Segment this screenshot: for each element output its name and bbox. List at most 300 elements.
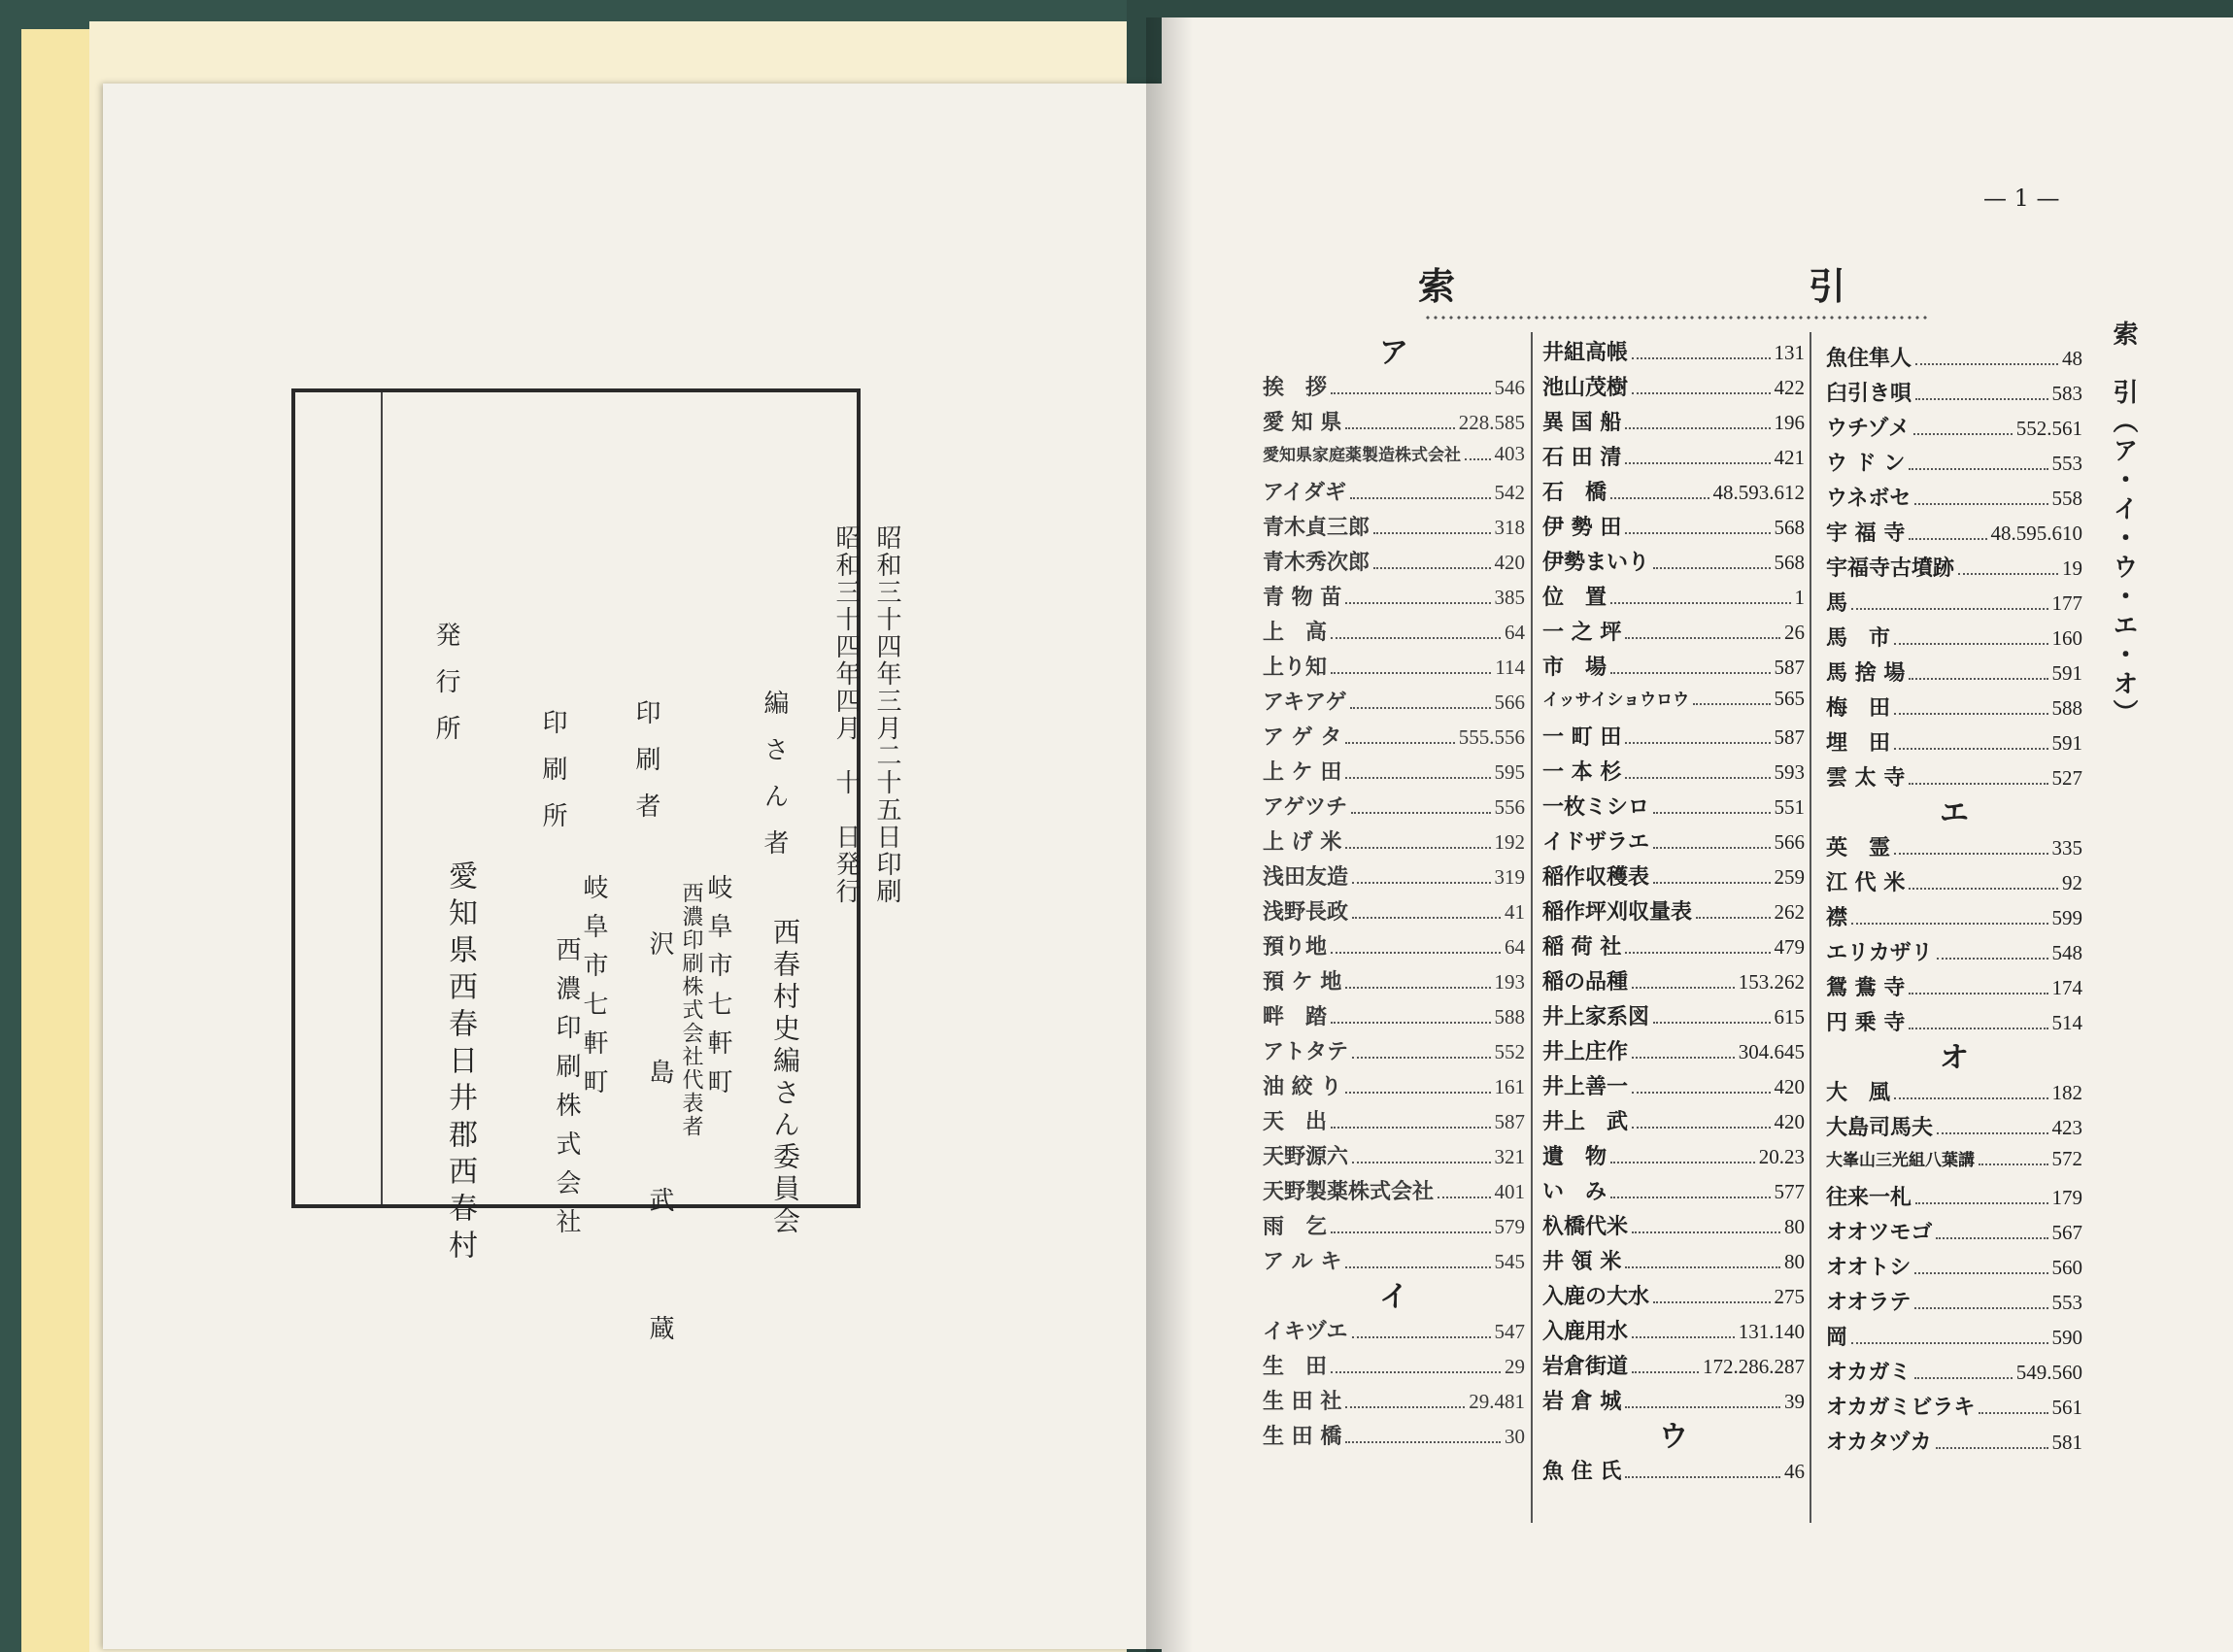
index-entry-page: 599 xyxy=(2051,906,2082,929)
index-entry-page: 80 xyxy=(1784,1250,1805,1273)
leader-dots xyxy=(1345,847,1490,849)
index-entry-page: 321 xyxy=(1494,1145,1525,1168)
index-entry-term: エリカザリ xyxy=(1826,940,1933,965)
colophon-divider xyxy=(381,392,383,1204)
index-entry-term: 挨 拶 xyxy=(1263,375,1328,400)
index-entry-term: 井上 武 xyxy=(1542,1109,1629,1134)
index-entry-page: 172.286.287 xyxy=(1703,1355,1805,1378)
index-entry-term: アゲツチ xyxy=(1263,794,1348,820)
index-entry-term: 天 出 xyxy=(1263,1109,1328,1134)
index-entry-page: 80 xyxy=(1784,1215,1805,1238)
index-entry-term: 井組高帳 xyxy=(1542,340,1629,365)
index-entry-term: 大 風 xyxy=(1826,1080,1891,1105)
index-entry-page: 131.140 xyxy=(1738,1320,1805,1343)
index-entry-page: 262 xyxy=(1774,900,1805,924)
index-entry-page: 131 xyxy=(1774,341,1805,364)
index-column-1 xyxy=(1263,336,1525,1455)
index-entry-page: 39 xyxy=(1784,1390,1805,1413)
index-entry-page: 590 xyxy=(2051,1326,2082,1349)
index-entry xyxy=(1263,895,1525,930)
leader-dots xyxy=(1632,1371,1699,1373)
colophon-printing-office-address: 岐阜市七軒町 xyxy=(579,874,608,1107)
leader-dots xyxy=(1351,812,1490,814)
index-entry xyxy=(1826,342,2082,377)
index-entry-term: 襟 xyxy=(1826,905,1848,930)
index-entry-page: 587 xyxy=(1774,725,1805,749)
leader-dots xyxy=(1914,1307,2047,1309)
leader-dots xyxy=(1696,917,1770,919)
leader-dots xyxy=(1625,1476,1780,1478)
index-column-2 xyxy=(1542,336,1805,1490)
index-entry-page: 335 xyxy=(2051,836,2082,860)
index-entry-page: 581 xyxy=(2051,1431,2082,1454)
index-entry-term: 一 之 坪 xyxy=(1542,620,1622,645)
index-entry-page: 1 xyxy=(1794,586,1805,609)
index-entry-term: 宇福寺古墳跡 xyxy=(1826,556,1955,581)
index-entry xyxy=(1542,1280,1805,1315)
leader-dots xyxy=(1331,952,1501,954)
index-entry xyxy=(1826,587,2082,622)
index-entry-term: 岡 xyxy=(1826,1325,1848,1350)
index-entry xyxy=(1263,721,1525,756)
index-entry xyxy=(1542,1035,1805,1070)
index-entry xyxy=(1542,721,1805,756)
index-entry-page: 420 xyxy=(1774,1110,1805,1133)
index-entry-term: 入鹿用水 xyxy=(1542,1319,1629,1344)
index-entry-page: 193 xyxy=(1494,970,1525,994)
index-entry-term: 上 ケ 田 xyxy=(1263,759,1342,785)
leader-dots xyxy=(1632,1127,1770,1129)
index-entry-term: 魚 住 氏 xyxy=(1542,1459,1622,1484)
index-entry-term: ウチゾメ xyxy=(1826,416,1911,441)
index-entry-term: 預 ケ 地 xyxy=(1263,969,1342,995)
colophon-publisher-name: 愛知県西春日井郡西春村 xyxy=(443,860,477,1266)
index-entry-page: 588 xyxy=(1494,1005,1525,1028)
index-entry-term: オオラテ xyxy=(1826,1290,1912,1315)
index-entry-page: 304.645 xyxy=(1738,1040,1805,1063)
leader-dots xyxy=(1345,777,1490,779)
leader-dots xyxy=(1352,917,1501,919)
leader-dots xyxy=(1625,532,1770,534)
index-entry-term: 生 田 社 xyxy=(1263,1389,1342,1414)
leader-dots xyxy=(1345,427,1454,429)
page-number: — 1 — xyxy=(1983,185,2060,212)
index-entry-page: 179 xyxy=(2051,1186,2082,1209)
index-entry-page: 48.593.612 xyxy=(1712,481,1805,504)
index-entry-term: 遺 物 xyxy=(1542,1144,1607,1169)
leader-dots xyxy=(1352,882,1490,884)
index-entry xyxy=(1826,1146,2082,1181)
index-entry-page: 552 xyxy=(1494,1040,1525,1063)
index-entry xyxy=(1263,1035,1525,1070)
index-entry xyxy=(1826,1356,2082,1391)
index-entry-page: 548 xyxy=(2051,941,2082,964)
index-entry xyxy=(1826,761,2082,796)
index-entry-page: 546 xyxy=(1494,376,1525,399)
leader-dots xyxy=(1625,427,1770,429)
index-entry xyxy=(1542,1000,1805,1035)
index-side-label: 索 引（ア・イ・ウ・エ・オ） xyxy=(2109,320,2138,728)
index-entry-page: 560 xyxy=(2051,1256,2082,1279)
column-divider-1 xyxy=(1531,332,1533,1523)
index-entry-page: 275 xyxy=(1774,1285,1805,1308)
index-entry xyxy=(1542,336,1805,371)
index-title-right: 引 xyxy=(1808,264,1845,308)
index-section-heading: オ xyxy=(1940,1041,1969,1075)
leader-dots xyxy=(1851,608,2047,610)
leader-dots xyxy=(1352,1057,1490,1059)
index-entry-page: 591 xyxy=(2051,731,2082,755)
index-entry-page: 196 xyxy=(1774,411,1805,434)
index-entry-page: 479 xyxy=(1774,935,1805,959)
index-entry-page: 228.585 xyxy=(1458,411,1525,434)
index-entry-page: 385 xyxy=(1494,586,1525,609)
leader-dots xyxy=(1653,1022,1770,1024)
index-entry-term: 浅野長政 xyxy=(1263,899,1349,925)
index-entry xyxy=(1542,581,1805,616)
index-entry-term: 愛知県家庭薬製造株式会社 xyxy=(1263,446,1461,465)
index-entry xyxy=(1263,1420,1525,1455)
leader-dots xyxy=(1909,468,2047,470)
index-entry-page: 192 xyxy=(1494,830,1525,854)
index-title xyxy=(1418,256,1845,310)
index-entry-page: 593 xyxy=(1774,760,1805,784)
leader-dots xyxy=(1894,643,2047,645)
leader-dots xyxy=(1909,783,2047,785)
index-entry xyxy=(1263,756,1525,791)
leader-dots xyxy=(1331,1022,1490,1024)
index-entry xyxy=(1826,971,2082,1006)
leader-dots xyxy=(1352,1162,1490,1163)
index-entry-page: 588 xyxy=(2051,696,2082,720)
index-entry-term: 異 国 船 xyxy=(1542,410,1622,435)
index-entry-page: 26 xyxy=(1784,621,1805,644)
leader-dots xyxy=(1625,1266,1780,1268)
leader-dots xyxy=(1915,398,2047,400)
index-entry-page: 551 xyxy=(1774,795,1805,819)
index-entry-page: 549.560 xyxy=(2015,1361,2082,1384)
index-entry-term: 雲 太 寺 xyxy=(1826,765,1906,791)
leader-dots xyxy=(1345,1266,1490,1268)
index-entry xyxy=(1826,866,2082,901)
leader-dots xyxy=(1937,1132,2047,1134)
index-entry-term: 預り地 xyxy=(1263,934,1328,960)
leader-dots xyxy=(1632,987,1735,989)
index-entry xyxy=(1542,441,1805,476)
index-entry xyxy=(1263,1315,1525,1350)
colophon-printer-name: 沢 島 武 蔵 xyxy=(645,930,674,1379)
index-entry xyxy=(1826,1251,2082,1286)
leader-dots xyxy=(1653,882,1770,884)
index-entry-term: イキヅエ xyxy=(1263,1319,1348,1344)
leader-dots xyxy=(1345,742,1454,744)
index-section-heading: ウ xyxy=(1659,1420,1688,1454)
index-entry-term: い み xyxy=(1542,1179,1607,1204)
index-entry-term: 大島司馬夫 xyxy=(1826,1115,1934,1140)
leader-dots xyxy=(1350,497,1490,499)
index-entry-term: 上 高 xyxy=(1263,620,1328,645)
index-entry-page: 153.262 xyxy=(1738,970,1805,994)
leader-dots xyxy=(1632,1336,1735,1338)
index-entry xyxy=(1542,930,1805,965)
leader-dots xyxy=(1915,363,2058,365)
index-section-heading: イ xyxy=(1379,1280,1408,1314)
index-entry-term: 油 絞 り xyxy=(1263,1074,1342,1099)
leader-dots xyxy=(1331,1127,1490,1129)
leader-dots xyxy=(1914,1272,2047,1274)
index-entry xyxy=(1263,1070,1525,1105)
index-entry xyxy=(1826,1111,2082,1146)
index-entry-term: 稲の品種 xyxy=(1542,969,1629,995)
index-entry-term: 入鹿の大水 xyxy=(1542,1284,1650,1309)
index-entry xyxy=(1542,1315,1805,1350)
leader-dots xyxy=(1653,567,1770,569)
leader-dots xyxy=(1937,958,2048,960)
index-entry-page: 30 xyxy=(1505,1425,1525,1448)
index-entry-page: 555.556 xyxy=(1458,725,1525,749)
leader-dots xyxy=(1438,1197,1490,1198)
index-entry xyxy=(1542,371,1805,406)
index-entry-term: アトタテ xyxy=(1263,1039,1349,1064)
index-entry-term: 円 乗 寺 xyxy=(1826,1010,1906,1035)
index-entry xyxy=(1542,1350,1805,1385)
leader-dots xyxy=(1909,678,2047,680)
leader-dots xyxy=(1851,1342,2047,1344)
index-entry xyxy=(1826,1006,2082,1041)
index-entry-page: 421 xyxy=(1774,446,1805,469)
index-entry-page: 177 xyxy=(2051,591,2082,615)
index-entry-term: 宇 福 寺 xyxy=(1826,521,1906,546)
index-entry-page: 591 xyxy=(2051,661,2082,685)
leader-dots xyxy=(1632,357,1770,359)
index-entry xyxy=(1826,691,2082,726)
leader-dots xyxy=(1610,672,1770,674)
index-entry-term: オオツモゴ xyxy=(1826,1220,1933,1245)
leader-dots xyxy=(1465,458,1491,460)
colophon-publisher-label: 発行所 xyxy=(431,622,460,761)
leader-dots xyxy=(1331,637,1501,639)
leader-dots xyxy=(1894,713,2047,715)
index-entry xyxy=(1826,1321,2082,1356)
index-entry-term: 一枚ミシロ xyxy=(1542,794,1650,820)
index-entry-term: 馬 xyxy=(1826,590,1848,616)
index-entry xyxy=(1263,371,1525,406)
leader-dots xyxy=(1653,1301,1770,1303)
index-entry-term: 井 領 米 xyxy=(1542,1249,1622,1274)
index-entry xyxy=(1826,831,2082,866)
index-entry xyxy=(1542,476,1805,511)
index-entry-term: 大峯山三光組八葉講 xyxy=(1826,1151,1975,1170)
index-entry-term: 稲作坪刈収量表 xyxy=(1542,899,1693,925)
leader-dots xyxy=(1632,1092,1770,1094)
index-entry-term: 浅田友造 xyxy=(1263,864,1349,890)
index-entry xyxy=(1263,1245,1525,1280)
index-entry xyxy=(1542,1455,1805,1490)
index-entry-term: 馬 捨 場 xyxy=(1826,660,1906,686)
index-entry-page: 114 xyxy=(1495,656,1525,679)
index-entry-term: 上 げ 米 xyxy=(1263,829,1342,855)
index-entry-term: 石 橋 xyxy=(1542,480,1607,505)
leader-dots xyxy=(1894,853,2047,855)
index-entry xyxy=(1263,930,1525,965)
index-entry xyxy=(1542,895,1805,930)
index-entry xyxy=(1542,406,1805,441)
index-entry xyxy=(1263,1140,1525,1175)
leader-dots xyxy=(1350,707,1490,709)
index-entry-page: 561 xyxy=(2051,1396,2082,1419)
index-entry-term: ア ゲ タ xyxy=(1263,725,1342,750)
index-entry-term: 天野製薬株式会社 xyxy=(1263,1179,1435,1204)
index-entry-page: 64 xyxy=(1505,621,1525,644)
index-entry-page: 403 xyxy=(1494,442,1525,465)
leader-dots xyxy=(1653,847,1770,849)
index-entry-page: 595 xyxy=(1494,760,1525,784)
index-entry-term: 馬 市 xyxy=(1826,625,1891,651)
index-entry-term: アイダギ xyxy=(1263,480,1347,505)
index-entry xyxy=(1826,1076,2082,1111)
index-entry xyxy=(1542,1245,1805,1280)
leader-dots xyxy=(1331,1231,1490,1233)
leader-dots xyxy=(1625,462,1770,464)
index-entry-term: 伊 勢 田 xyxy=(1542,515,1622,540)
leader-dots xyxy=(1345,1441,1501,1443)
index-entry-page: 174 xyxy=(2051,976,2082,999)
index-entry-page: 542 xyxy=(1494,481,1525,504)
leader-dots xyxy=(1632,1057,1735,1059)
index-title-left: 索 xyxy=(1418,264,1456,308)
index-entry-page: 568 xyxy=(1774,551,1805,574)
index-entry-term: 愛 知 県 xyxy=(1263,410,1342,435)
index-entry xyxy=(1263,791,1525,826)
index-entry-page: 567 xyxy=(2051,1221,2082,1244)
index-entry-page: 587 xyxy=(1494,1110,1525,1133)
index-section-heading: エ xyxy=(1940,796,1969,830)
book-gutter xyxy=(1146,17,1193,1652)
index-entry-term: 梅 田 xyxy=(1826,695,1891,721)
index-entry-page: 527 xyxy=(2051,766,2082,790)
index-entry-term: 生 田 xyxy=(1263,1354,1328,1379)
index-entry xyxy=(1826,377,2082,412)
index-entry-page: 587 xyxy=(1774,656,1805,679)
index-entry-page: 514 xyxy=(2051,1011,2082,1034)
index-entry xyxy=(1826,901,2082,936)
leader-dots xyxy=(1915,1202,2047,1204)
index-entry-term: 魚住隼人 xyxy=(1826,346,1912,371)
index-entry-page: 160 xyxy=(2051,626,2082,650)
index-entry xyxy=(1826,1286,2082,1321)
index-entry-term: オカガミビラキ xyxy=(1826,1395,1976,1420)
colophon-printer-address: 岐阜市七軒町 xyxy=(703,874,732,1107)
index-entry-term: 天野源六 xyxy=(1263,1144,1349,1169)
index-entry xyxy=(1263,1350,1525,1385)
index-entry xyxy=(1263,616,1525,651)
leader-dots xyxy=(1373,532,1490,534)
index-entry-page: 423 xyxy=(2051,1116,2082,1139)
index-entry-page: 48 xyxy=(2062,347,2082,370)
index-entry-term: 岩倉街道 xyxy=(1542,1354,1629,1379)
leader-dots xyxy=(1913,433,2013,435)
index-entry xyxy=(1263,511,1525,546)
index-entry-page: 566 xyxy=(1774,830,1805,854)
index-entry xyxy=(1542,1105,1805,1140)
index-entry xyxy=(1263,476,1525,511)
index-entry-term: 井上家系図 xyxy=(1542,1004,1650,1029)
colophon-editor-label: 編さん者 xyxy=(760,690,789,876)
leader-dots xyxy=(1345,1092,1490,1094)
index-entry-page: 319 xyxy=(1494,865,1525,889)
index-entry-term: 青木貞三郎 xyxy=(1263,515,1370,540)
leader-dots xyxy=(1979,1163,2048,1165)
index-entry xyxy=(1263,1385,1525,1420)
index-entry xyxy=(1542,686,1805,721)
index-entry-term: 稲 荷 社 xyxy=(1542,934,1622,960)
index-entry xyxy=(1263,1210,1525,1245)
index-entry xyxy=(1826,552,2082,587)
colophon-printing-office-name: 西濃印刷株式会社 xyxy=(552,936,581,1247)
index-entry-term: オオトシ xyxy=(1826,1255,1912,1280)
index-entry-term: 生 田 橋 xyxy=(1263,1424,1342,1449)
index-entry-page: 583 xyxy=(2051,382,2082,405)
index-entry xyxy=(1263,1175,1525,1210)
index-entry-page: 182 xyxy=(2051,1081,2082,1104)
index-entry xyxy=(1542,1385,1805,1420)
index-entry-page: 420 xyxy=(1494,551,1525,574)
index-entry-term: 井上庄作 xyxy=(1542,1039,1629,1064)
leader-dots xyxy=(1632,392,1770,394)
index-entry-term: イドザラエ xyxy=(1542,829,1650,855)
index-entry-term: 埋 田 xyxy=(1826,730,1891,756)
index-entry xyxy=(1826,726,2082,761)
index-entry xyxy=(1826,622,2082,657)
leader-dots xyxy=(1909,993,2047,995)
leader-dots xyxy=(1625,777,1770,779)
index-entry-term: ア ル キ xyxy=(1263,1249,1342,1274)
leader-dots xyxy=(1909,538,1986,540)
index-entry xyxy=(1542,616,1805,651)
index-entry xyxy=(1826,1426,2082,1461)
index-entry xyxy=(1542,651,1805,686)
leader-dots xyxy=(1352,1336,1491,1338)
index-entry-page: 318 xyxy=(1494,516,1525,539)
index-entry-page: 161 xyxy=(1494,1075,1525,1098)
leader-dots xyxy=(1331,1371,1501,1373)
index-entry-page: 566 xyxy=(1494,691,1525,714)
leader-dots xyxy=(1851,923,2047,925)
colophon-editor-name: 西春村史編さん委員会 xyxy=(769,918,801,1238)
leader-dots xyxy=(1914,503,2047,505)
index-entry xyxy=(1826,936,2082,971)
colophon-printing-office-label: 印刷所 xyxy=(538,709,567,849)
index-entry xyxy=(1542,1070,1805,1105)
leader-dots xyxy=(1909,1028,2047,1029)
index-entry xyxy=(1826,1216,2082,1251)
index-entry-term: オカタヅカ xyxy=(1826,1430,1932,1455)
index-entry xyxy=(1826,1181,2082,1216)
index-entry xyxy=(1826,447,2082,482)
index-entry-term: アキアゲ xyxy=(1263,690,1347,715)
index-entry-term: 井上善一 xyxy=(1542,1074,1629,1099)
leader-dots xyxy=(1894,748,2047,750)
index-entry-page: 401 xyxy=(1494,1180,1525,1203)
index-entry-page: 553 xyxy=(2051,1291,2082,1314)
leader-dots xyxy=(1909,888,2058,890)
index-entry xyxy=(1826,657,2082,691)
leader-dots xyxy=(1625,637,1780,639)
index-entry xyxy=(1263,581,1525,616)
index-entry xyxy=(1542,965,1805,1000)
index-entry-term: 臼引き唄 xyxy=(1826,381,1912,406)
index-entry-page: 46 xyxy=(1784,1460,1805,1483)
